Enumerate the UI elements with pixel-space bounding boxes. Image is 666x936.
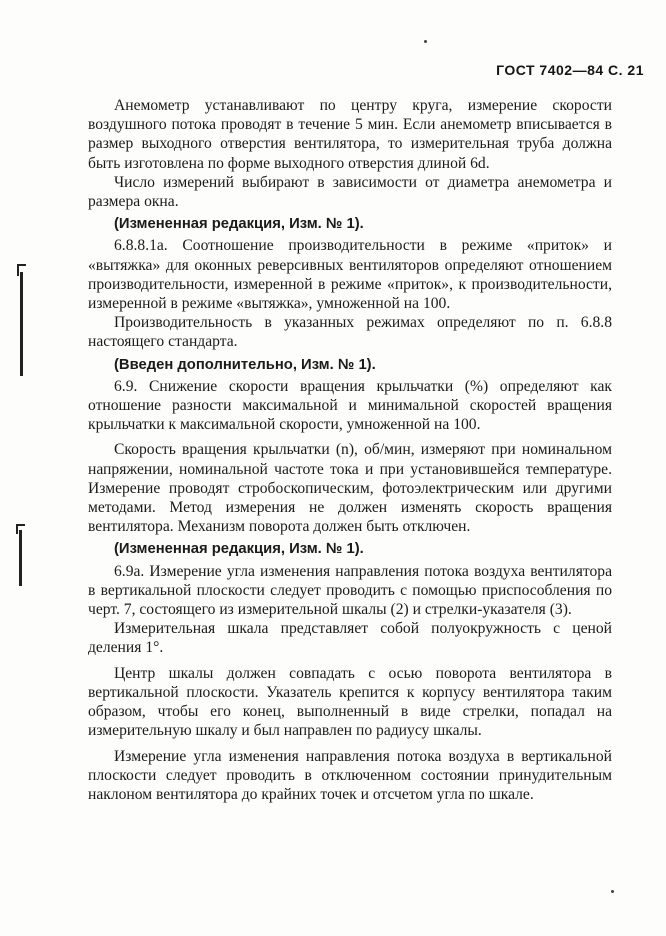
paragraph-rotation-speed: Скорость вращения крыльчатки (n), об/мин, измеряют при номинальном напряжении, номинальной частоте тока и при установившейся температуре. Измерение проводят стробоскопическим, фотоэлектрическим или другими методами. Метод измерения не должен изменять скорость вращения вентилятора. Механизм поворота должен быть отключен. [88, 441, 612, 536]
amendment-note: (Измененная редакция, Изм. № 1). [114, 541, 364, 558]
paragraph-scale: Измерительная шкала представляет собой полуокружность с ценой деления 1°. [88, 620, 612, 657]
paragraph-6-9a: 6.9а. Измерение угла изменения направления потока воздуха вентилятора в вертикальной плоскости следует проводить с помощью приспособления по черт. 7, состоящего из измерительной шкалы (2) и стрелки-указателя (3). [88, 562, 612, 619]
paragraph-productivity-modes: Производительность в указанных режимах определяют по п. 6.8.8 настоящего стандарта. [88, 314, 612, 351]
paragraph-angle-measurement: Измерение угла изменения направления потока воздуха в вертикальной плоскости следует проводить в отключенном состоянии принудительным наклоном вентилятора до крайних точек и отсчетом угла по шкале. [88, 747, 612, 803]
scan-speck [611, 890, 614, 893]
paragraph-anemometer: Анемометр устанавливают по центру круга, измерение скорости воздушного потока проводят в течение 5 мин. Если анемометр вписывается в размер выходного отверстия вентилятора, то измерительная труба должна быть изготовлена по форме выходного отверстия длиной 6d. [88, 97, 612, 172]
paragraph-measurements-count: Число измерений выбирают в зависимости от диаметра анемометра и размера окна. [88, 173, 612, 211]
margin-change-bar [20, 272, 23, 376]
margin-change-bar [19, 530, 22, 586]
amendment-note: (Измененная редакция, Изм. № 1). [114, 216, 364, 233]
paragraph-6-8-8-1a: 6.8.8.1а. Соотношение производительности в режиме «приток» и «вытяжка» для оконных реверсивных вентиляторов определяют отношением производительности, измеренной в режиме «приток», к производительности, измеренной в режиме «вытяжка», умноженной на 100. [88, 237, 612, 313]
page-header-gost: ГОСТ 7402—84 С. 21 [496, 62, 644, 78]
amendment-note: (Введен дополнительно, Изм. № 1). [114, 356, 376, 373]
scan-speck [424, 40, 427, 43]
document-body [88, 96, 612, 804]
paragraph-scale-center: Центр шкалы должен совпадать с осью поворота вентилятора в вертикальной плоскости. Указатель крепится к корпусу вентилятора таким образом, чтобы его конец, выполненный в виде стрелки, попадал на измерительную шкалу и был направлен по радиусу шкалы. [88, 664, 612, 740]
paragraph-6-9: 6.9. Снижение скорости вращения крыльчатки (%) определяют как отношение разности максимальной и минимальной скоростей вращения крыльчатки к максимальной скорости, умноженной на 100. [88, 377, 612, 434]
